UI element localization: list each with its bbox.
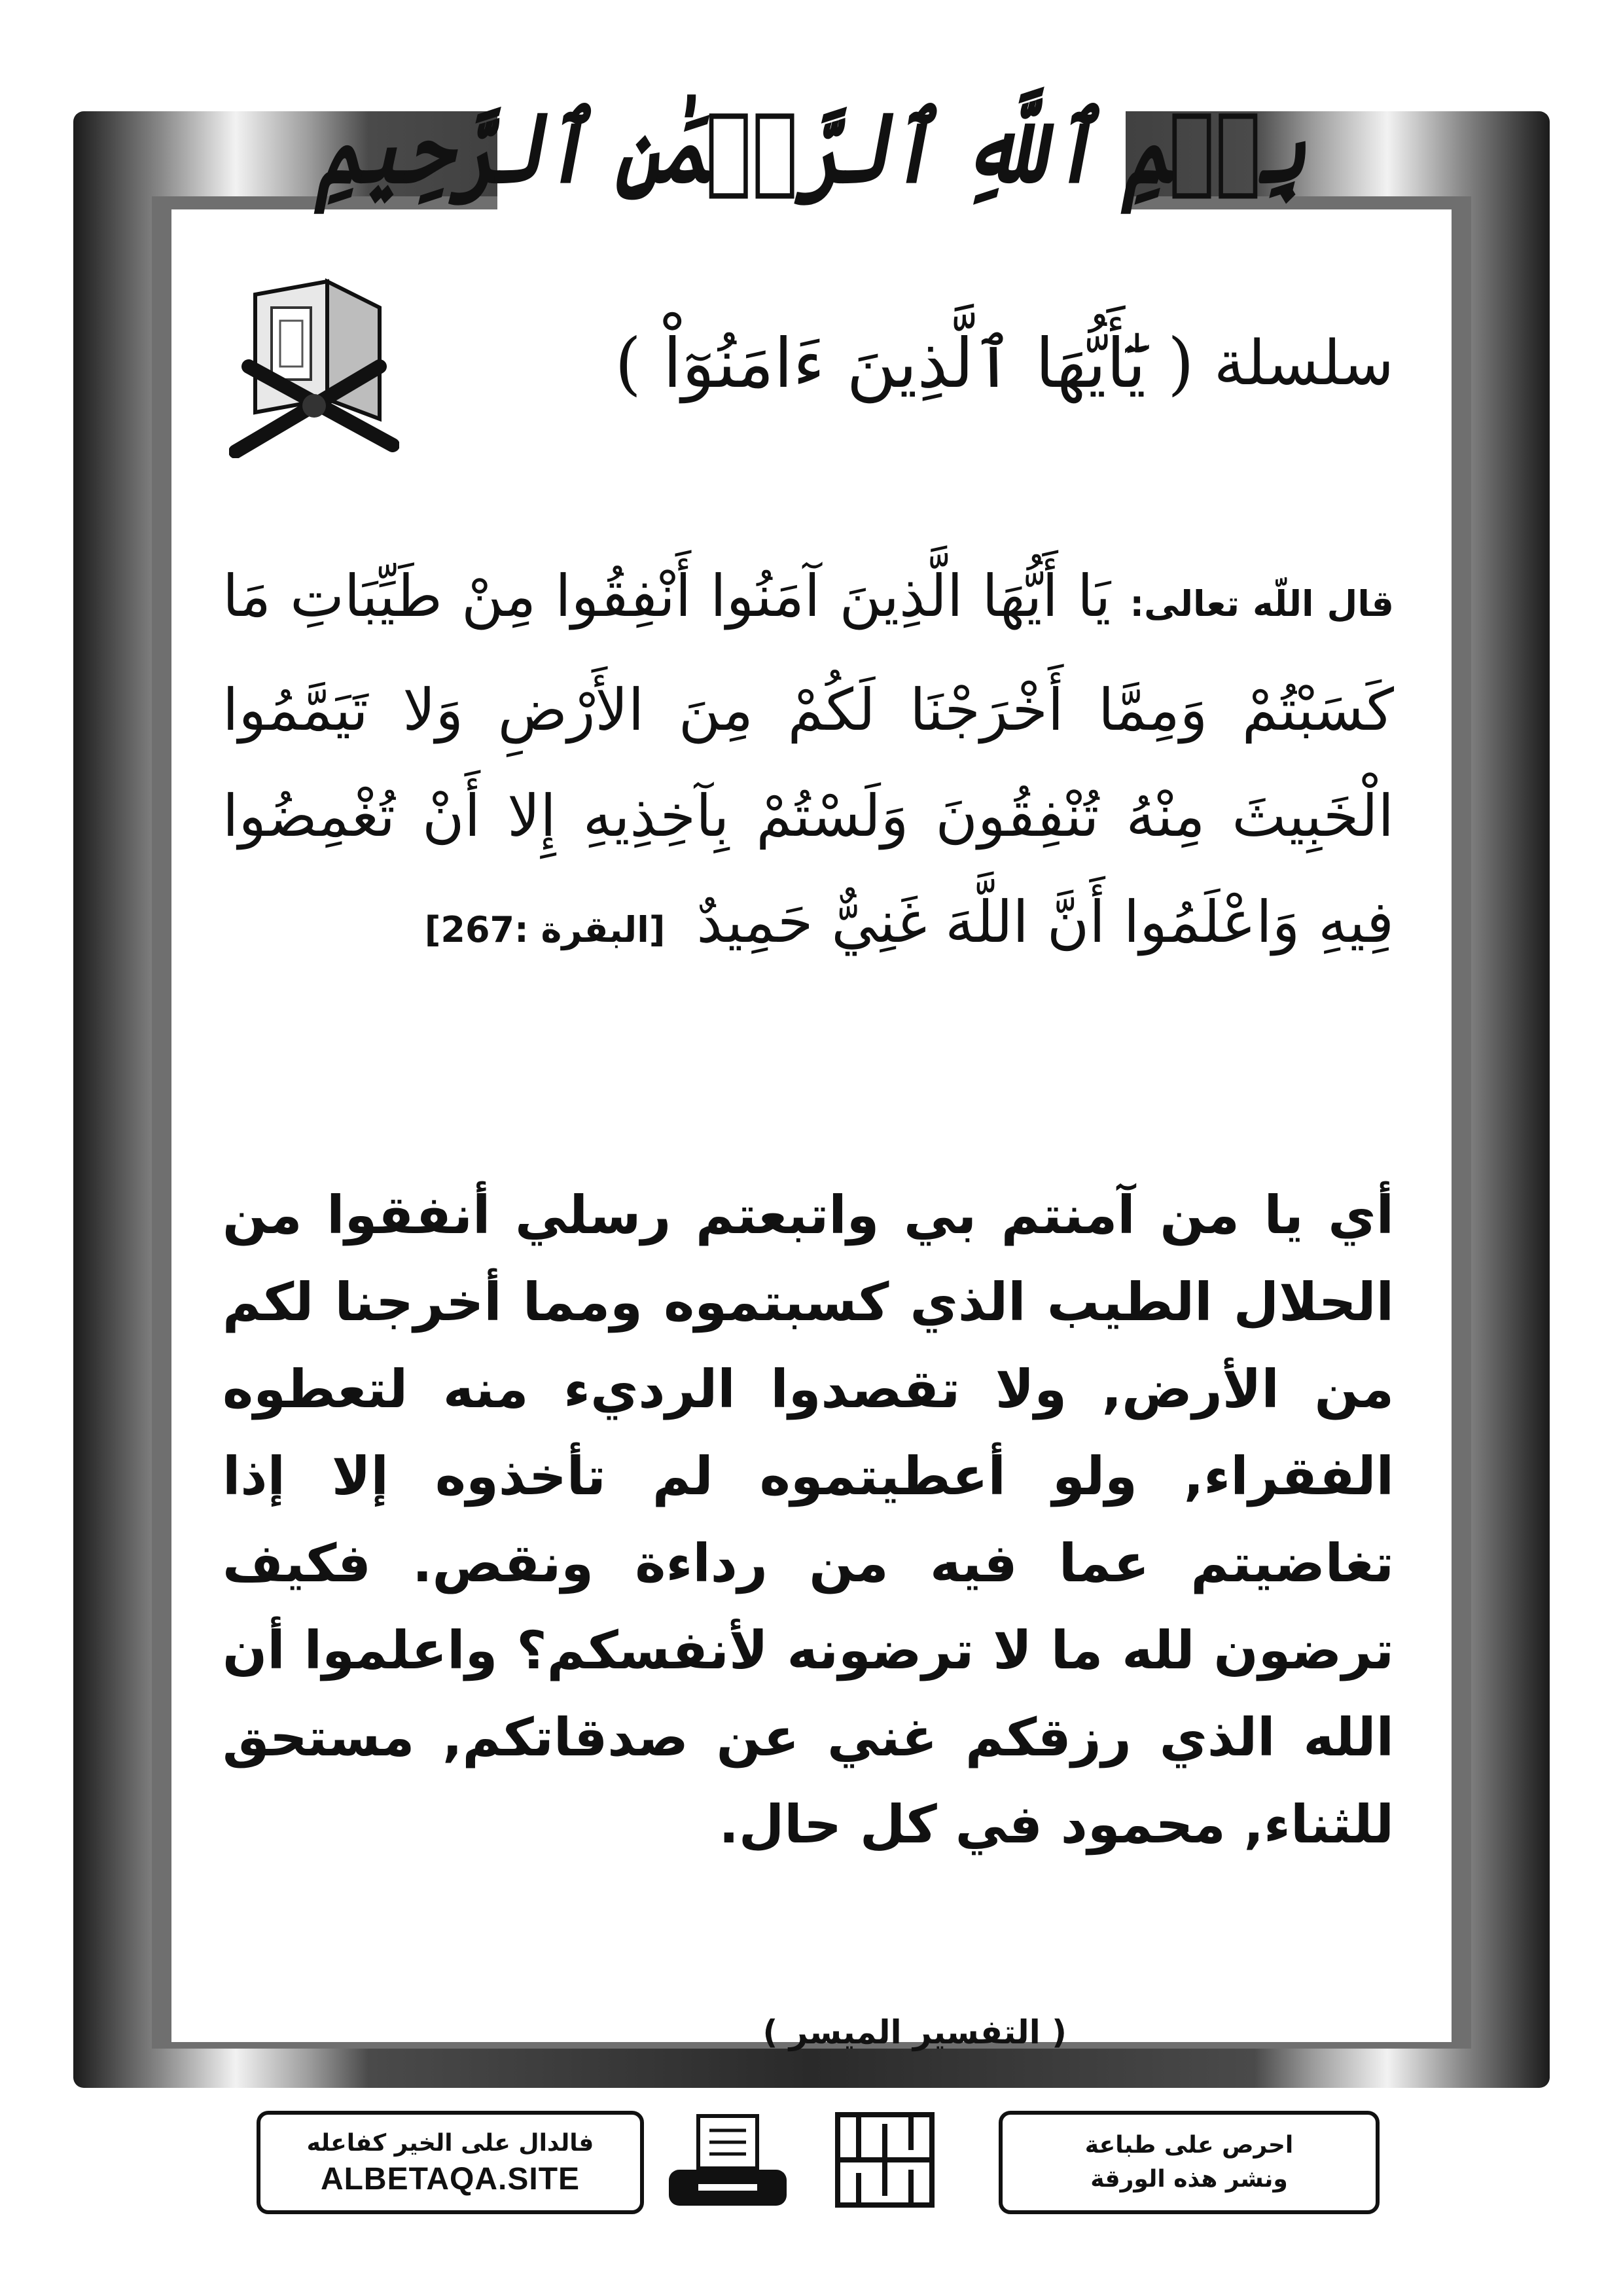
bismillah-header bbox=[316, 59, 1307, 236]
footer-site-link[interactable]: ALBETAQA.SITE bbox=[320, 2162, 580, 2197]
footer-bar bbox=[257, 2111, 1380, 2209]
footer-site-box bbox=[257, 2111, 644, 2214]
tafsir-source: ( التفسير الميسر ) bbox=[762, 2013, 1067, 2051]
quran-verse bbox=[223, 543, 1394, 983]
footer-print-box bbox=[999, 2111, 1380, 2214]
series-header bbox=[223, 268, 1394, 458]
verse-intro: قال اللّه تعالى: bbox=[1130, 583, 1394, 624]
quran-stand-icon bbox=[229, 268, 399, 458]
verse-text: يَا أَيُّهَا الَّذِينَ آمَنُوا أَنْفِقُوا مِنْ طَيِّبَاتِ مَا كَسَبْتُمْ وَمِمَّا أَخْرَجْنَا لَكُمْ مِنَ الأَرْضِ وَلا تَيَمَّمُوا الْخَبِيثَ مِنْهُ تُنْفِقُونَ وَلَسْتُمْ بِآخِذِيهِ إِلا أَنْ تُغْمِضُوا فِيهِ وَاعْلَمُوا أَنَّ اللَّهَ غَنِيٌّ حَمِيدٌ bbox=[223, 562, 1394, 956]
series-label: سلسلة bbox=[1213, 327, 1394, 399]
footer-hadith: فالدال على الخير كفاعله bbox=[306, 2130, 594, 2157]
footer-print-line2: ونشر هذه الورقة bbox=[1090, 2166, 1288, 2193]
footer-print-line1: احرص على طباعة bbox=[1084, 2132, 1294, 2159]
verse-reference: [البقرة :267] bbox=[424, 909, 666, 950]
series-title: ( يَٰٓأَيُّهَا ٱلَّذِينَ ءَامَنُوٓاْ ) bbox=[615, 323, 1194, 403]
dawa-logo bbox=[832, 2111, 937, 2209]
printer-icon bbox=[662, 2111, 793, 2209]
tafsir-paragraph: أي يا من آمنتم بي واتبعتم رسلي أنفقوا من الحلال الطيب الذي كسبتموه ومما أخرجنا لكم من الأرض, ولا تقصدوا الرديء منه لتعطوه الفقراء, ولو أعطيتموه لم تأخذوه إلا إذا تغاضيتم عما فيه من رداءة ونقص. فكيف ترضون لله ما لا ترضونه لأنفسكم؟ واعلموا أن الله الذي رزقكم غني عن صدقاتكم, مستحق للثناء, محمود في كل حال. bbox=[223, 1185, 1394, 1855]
bismillah-text: بِسۡمِ ٱللَّهِ ٱلرَّحۡمَٰنِ ٱلرَّحِيمِ bbox=[316, 90, 1307, 204]
